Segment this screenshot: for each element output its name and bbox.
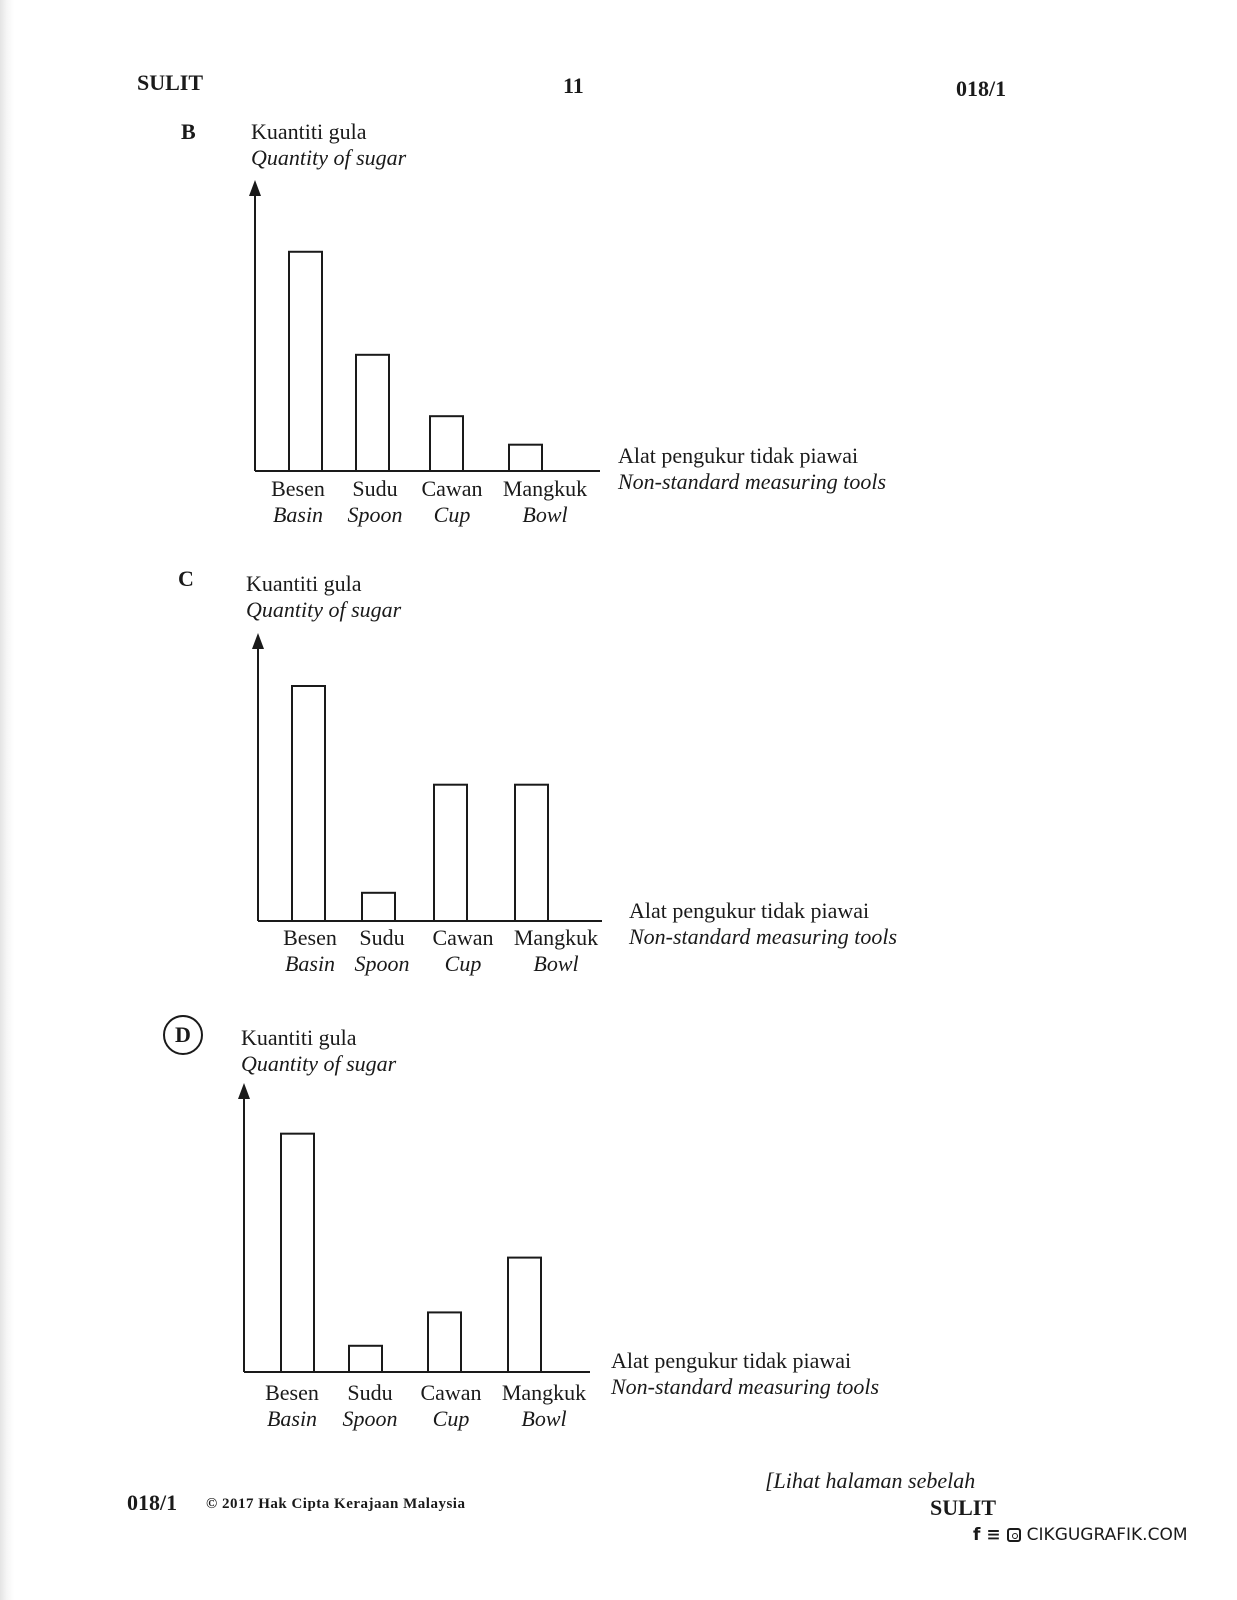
header-sulit: SULIT (137, 70, 204, 95)
category-ms: Sudu (352, 476, 398, 501)
paper-code: 018/1 (956, 76, 1007, 101)
option-b-letter: B (181, 119, 196, 144)
category-en: Spoon (354, 951, 410, 976)
page-number: 11 (563, 73, 584, 98)
category-ms: Cawan (432, 925, 494, 950)
option-d-bar-chart (235, 1078, 595, 1378)
bar-mangkuk (509, 445, 542, 471)
bar-sudu (362, 893, 395, 921)
bar-besen (289, 252, 322, 471)
option-c-letter: C (178, 566, 194, 591)
bar-mangkuk (508, 1258, 541, 1372)
option-c-category-sudu (347, 925, 417, 977)
option-d-letter: D (175, 1022, 191, 1047)
option-b-category-besen (263, 476, 333, 528)
option-c-category-besen (275, 925, 345, 977)
x-label-en: Non-standard measuring tools (611, 1374, 880, 1399)
category-en: Basin (272, 502, 324, 527)
category-ms: Mangkuk (501, 1380, 587, 1405)
option-c-bar-chart (250, 625, 610, 925)
y-label-en: Quantity of sugar (241, 1051, 397, 1076)
bar-besen (292, 686, 325, 921)
facebook-icon: f (973, 1525, 981, 1545)
option-b-x-label (618, 443, 886, 495)
category-ms: Cawan (420, 1380, 482, 1405)
option-b-bar-chart (245, 175, 605, 485)
option-d-category-besen (257, 1380, 327, 1432)
page-edge-shadow (0, 0, 14, 1600)
option-d-x-label (611, 1348, 879, 1400)
option-b-y-label (251, 119, 406, 171)
option-d-answer-circle (163, 1015, 203, 1055)
category-ms: Mangkuk (513, 925, 599, 950)
category-ms: Besen (265, 1380, 319, 1405)
category-en: Bowl (533, 951, 579, 976)
bar-cawan (434, 785, 467, 921)
bar-sudu (356, 355, 389, 471)
y-label-ms: Kuantiti gula (251, 119, 367, 144)
category-en: Spoon (347, 502, 403, 527)
y-axis-arrow-icon (238, 1083, 250, 1099)
option-b-category-mangkuk (492, 476, 598, 528)
footer-turn-page-note: [Lihat halaman sebelah (765, 1468, 976, 1493)
watermark-brand (973, 1525, 1188, 1545)
category-ms: Cawan (421, 476, 483, 501)
category-en: Cup (433, 502, 471, 527)
option-c-x-label (629, 898, 897, 950)
category-en: Spoon (342, 1406, 398, 1431)
category-en: Cup (444, 951, 482, 976)
instagram-icon (1007, 1528, 1021, 1542)
bar-cawan (430, 416, 463, 471)
option-b-category-cawan (412, 476, 492, 528)
category-ms: Sudu (359, 925, 405, 950)
x-label-en: Non-standard measuring tools (629, 924, 898, 949)
bar-cawan (428, 1312, 461, 1372)
rss-icon: ≡ (986, 1525, 1001, 1545)
brand-name: CIKGUGRAFIK.COM (1026, 1525, 1188, 1545)
option-d-y-label (241, 1025, 396, 1077)
category-en: Basin (266, 1406, 318, 1431)
x-label-en: Non-standard measuring tools (618, 469, 887, 494)
option-d-category-cawan (411, 1380, 491, 1432)
option-b-category-sudu (340, 476, 410, 528)
footer-paper-code: 018/1 (127, 1490, 178, 1515)
category-en: Bowl (521, 1406, 567, 1431)
y-label-en: Quantity of sugar (251, 145, 407, 170)
x-label-ms: Alat pengukur tidak piawai (618, 443, 859, 468)
y-axis-arrow-icon (249, 180, 261, 196)
category-ms: Sudu (347, 1380, 393, 1405)
bar-mangkuk (515, 785, 548, 921)
category-en: Cup (432, 1406, 470, 1431)
category-ms: Mangkuk (502, 476, 588, 501)
category-ms: Besen (283, 925, 337, 950)
y-label-en: Quantity of sugar (246, 597, 402, 622)
option-c-y-label (246, 571, 401, 623)
y-label-ms: Kuantiti gula (241, 1025, 357, 1050)
bar-besen (281, 1134, 314, 1372)
y-axis-arrow-icon (252, 633, 264, 649)
option-c-category-mangkuk (503, 925, 609, 977)
footer-copyright: © 2017 Hak Cipta Kerajaan Malaysia (206, 1496, 466, 1512)
x-label-ms: Alat pengukur tidak piawai (629, 898, 870, 923)
footer-sulit: SULIT (930, 1495, 997, 1520)
option-d-category-sudu (335, 1380, 405, 1432)
option-c-category-cawan (423, 925, 503, 977)
category-ms: Besen (271, 476, 325, 501)
y-label-ms: Kuantiti gula (246, 571, 362, 596)
bar-sudu (349, 1346, 382, 1372)
category-en: Basin (284, 951, 336, 976)
category-en: Bowl (522, 502, 568, 527)
x-label-ms: Alat pengukur tidak piawai (611, 1348, 852, 1373)
option-d-category-mangkuk (491, 1380, 597, 1432)
